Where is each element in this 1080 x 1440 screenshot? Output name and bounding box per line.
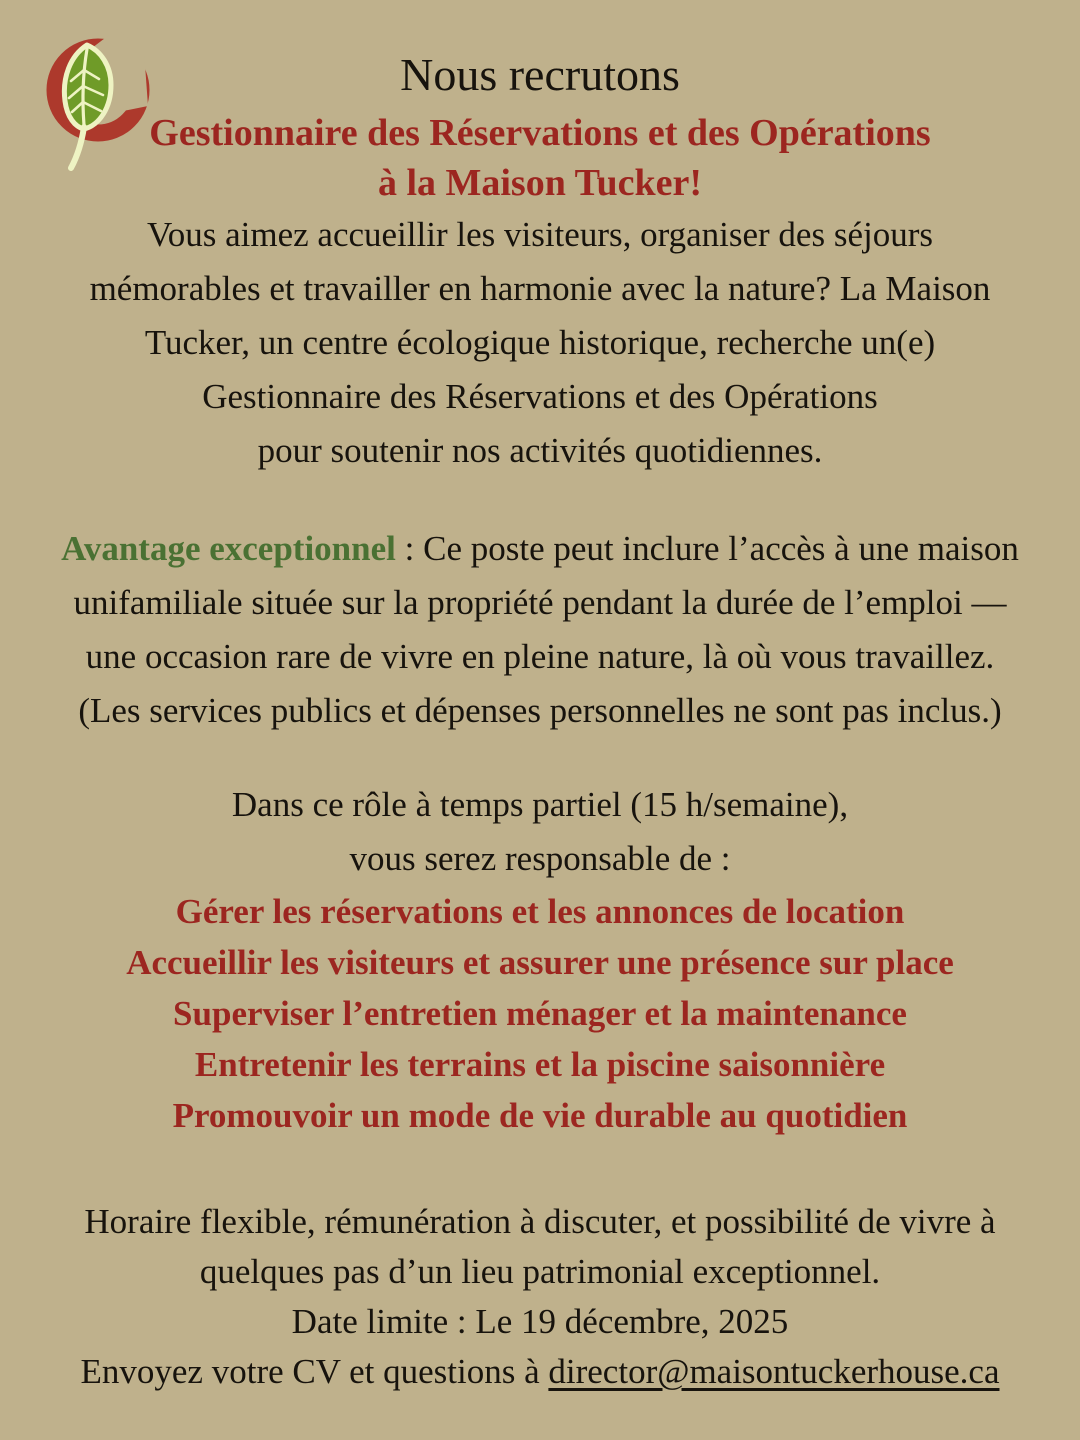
duty-item: Entretenir les terrains et la piscine saisonnière [194, 1045, 886, 1084]
duty-item: Gérer les réservations et les annonces de location [175, 892, 905, 931]
role-intro-line: Dans ce rôle à temps partiel (15 h/semaine), [231, 785, 849, 824]
footer-line: quelques pas d’un lieu patrimonial exceptionnel. [199, 1252, 881, 1291]
benefit-paragraph [0, 522, 1080, 738]
benefit-line [0, 522, 1080, 576]
leaf-icon [64, 45, 111, 168]
duty-item: Superviser l’entretien ménager et la maintenance [173, 994, 907, 1033]
footer-line: Horaire flexible, rémunération à discuter, et possibilité de vivre à [84, 1202, 996, 1241]
role-intro [0, 778, 1080, 886]
benefit-line: une occasion rare de vivre en pleine nature, là où vous travaillez. [85, 637, 995, 676]
maison-tucker-logo [26, 18, 168, 178]
benefit-line1-rest: : Ce poste peut inclure l’accès à une maison [395, 529, 1019, 568]
deadline-line: Date limite : Le 19 décembre, 2025 [291, 1302, 789, 1341]
intro-paragraph [0, 208, 1080, 478]
contact-line [0, 1347, 1080, 1397]
role-intro-line: vous serez responsable de : [349, 839, 731, 878]
leaf-house-recycle-icon [26, 18, 168, 178]
contact-prefix: Envoyez votre CV et questions à [80, 1352, 549, 1391]
intro-line: mémorables et travailler en harmonie avec la nature? La Maison [89, 269, 991, 308]
footer-paragraph [0, 1197, 1080, 1397]
duty-item: Accueillir les visiteurs et assurer une présence sur place [126, 943, 954, 982]
duty-item: Promouvoir un mode de vie durable au quotidien [172, 1096, 908, 1135]
intro-line: Tucker, un centre écologique historique, recherche un(e) [144, 323, 936, 362]
job-title-line1: Gestionnaire des Réservations et des Opérations [149, 112, 931, 154]
benefit-line: unifamiliale située sur la propriété pendant la durée de l’emploi — [73, 583, 1007, 622]
intro-line: pour soutenir nos activités quotidiennes. [257, 431, 823, 470]
email-link[interactable]: director@maisontuckerhouse.ca [548, 1352, 1000, 1391]
intro-line: Vous aimez accueillir les visiteurs, organiser des séjours [146, 215, 933, 254]
intro-line: Gestionnaire des Réservations et des Opérations [202, 377, 878, 416]
job-title-line2: à la Maison Tucker! [377, 162, 703, 204]
page-title: Nous recrutons [400, 49, 680, 100]
benefit-line: (Les services publics et dépenses personnelles ne sont pas inclus.) [78, 691, 1002, 730]
benefit-label: Avantage exceptionnel [61, 529, 396, 568]
duties-list [0, 886, 1080, 1141]
